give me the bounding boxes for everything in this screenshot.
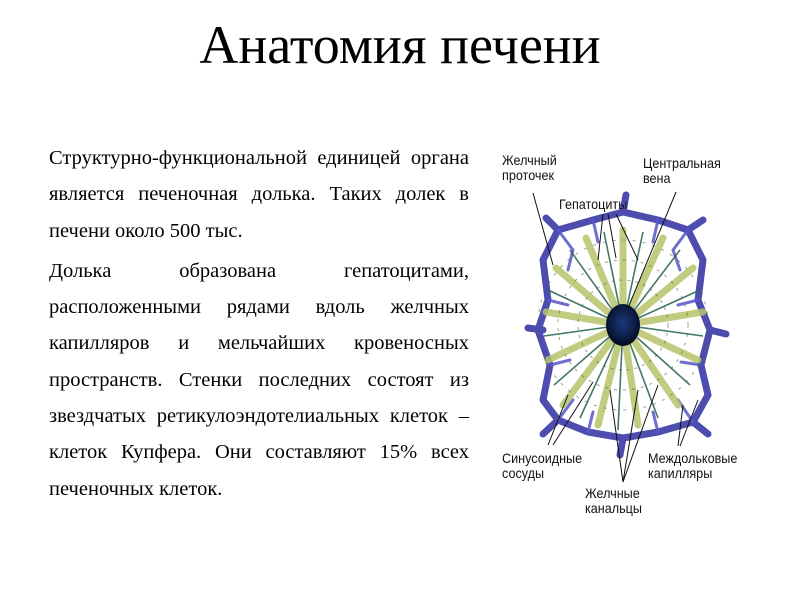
- label-bile-canaliculi-line1: Желчные: [585, 485, 640, 501]
- body-text: [49, 140, 469, 511]
- label-central-vein-line2: вена: [643, 170, 671, 186]
- central-vein: [606, 304, 640, 346]
- label-sinusoids-line1: Синусоидные: [502, 450, 583, 466]
- paragraph-1: Структурно-функциональной единицей органа является печеночная долька. Таких долек в печени около 500 тыс.: [49, 147, 469, 242]
- label-bile-duct-line2: проточек: [502, 167, 555, 183]
- label-hepatocytes: [559, 197, 627, 212]
- liver-lobule-diagram: [498, 150, 758, 525]
- label-central-vein: [643, 156, 721, 186]
- paragraph-2: Долька образована гепатоцитами, расположенными рядами вдоль желчных капилляров и мельчайших кровеносных пространств. Стенки последних состоят из звездчатых ретикулоэндотелиальных клеток – клеток Купфера. Они составляют 15% всех печеночных клеток.: [49, 259, 469, 500]
- label-sinusoids: [502, 451, 582, 481]
- label-interlobular: [648, 451, 737, 481]
- slide-title: Анатомия печени: [199, 15, 601, 75]
- label-bile-canaliculi: [585, 486, 642, 516]
- label-hepatocytes-text: Гепатоциты: [559, 196, 628, 212]
- label-sinusoids-line2: сосуды: [502, 465, 545, 481]
- label-interlobular-line2: капилляры: [648, 465, 713, 481]
- label-interlobular-line1: Междольковые: [648, 450, 738, 466]
- label-bile-canaliculi-line2: канальцы: [585, 500, 642, 516]
- label-bile-duct: [502, 153, 557, 183]
- label-bile-duct-line1: Желчный: [502, 152, 557, 168]
- label-central-vein-line1: Центральная: [643, 155, 721, 171]
